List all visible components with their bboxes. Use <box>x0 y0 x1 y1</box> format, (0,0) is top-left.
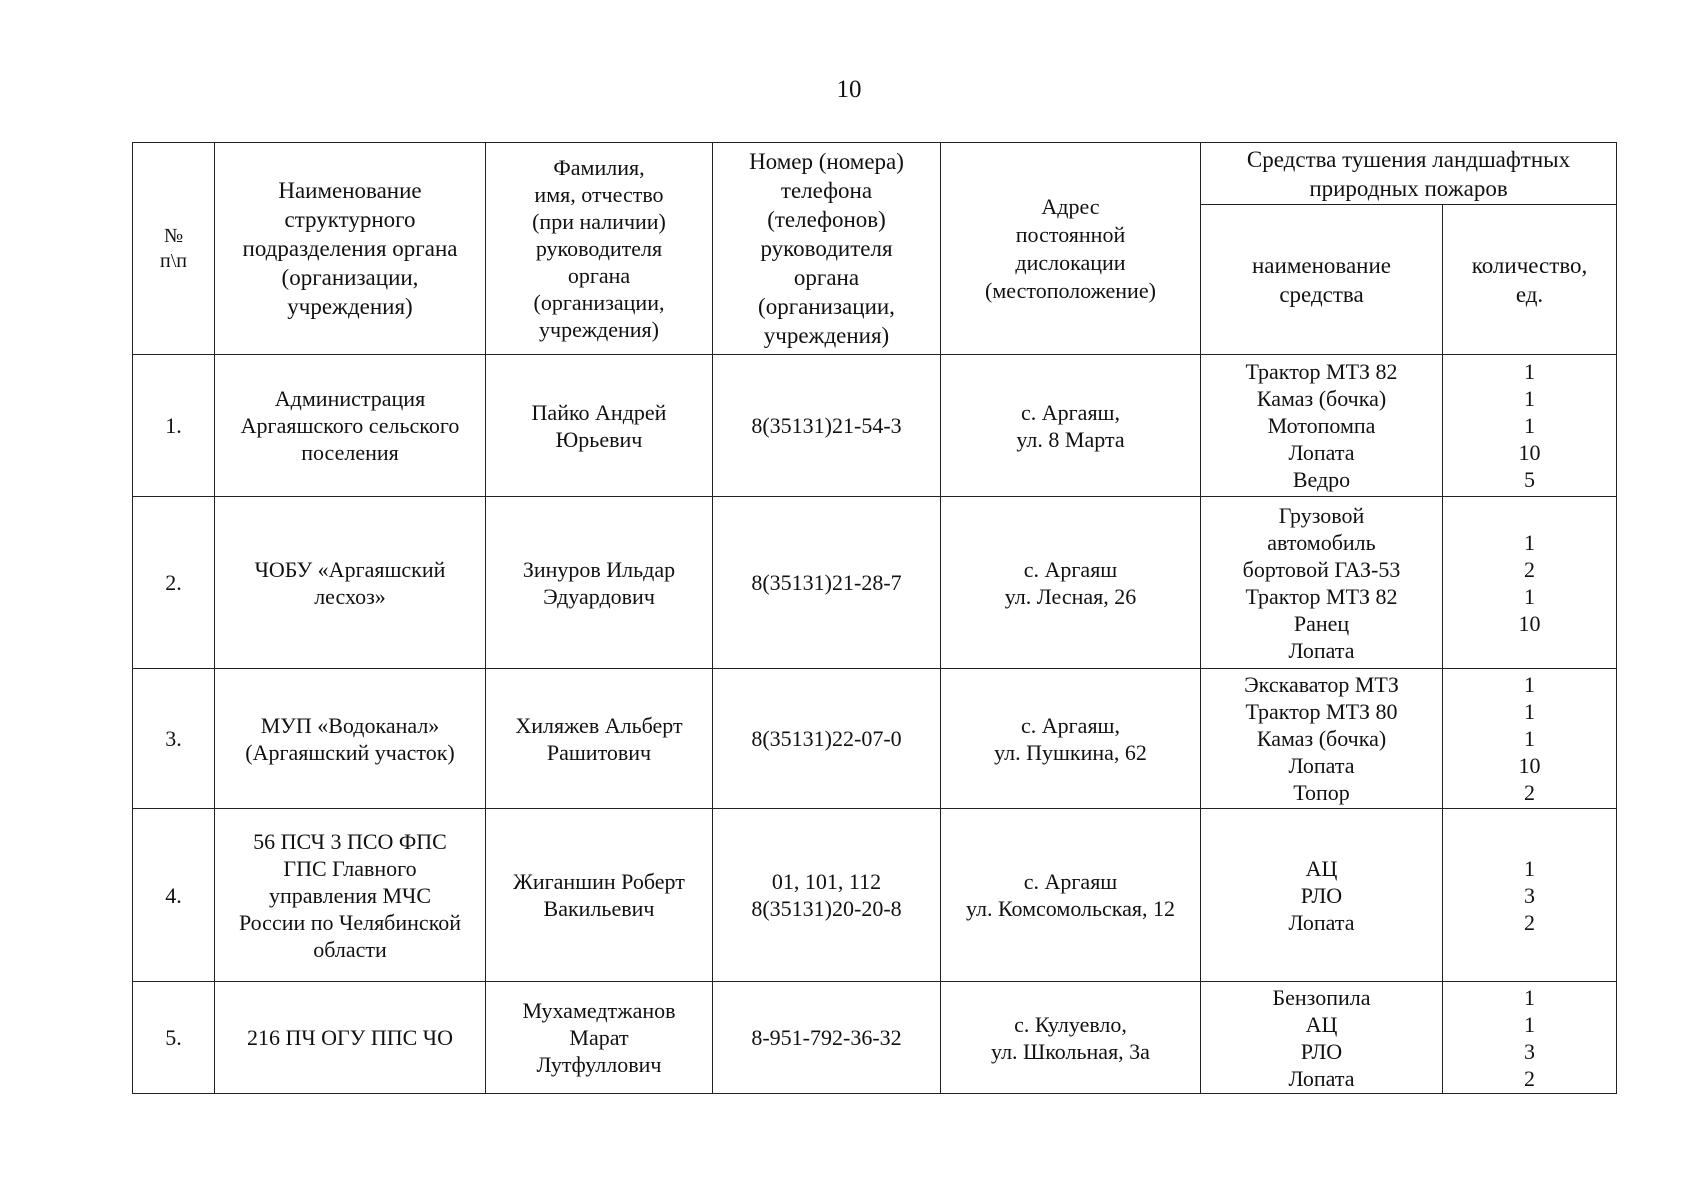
row-phone: 8(35131)21-54-3 <box>713 355 941 497</box>
row-head: Мухамедтжанов Марат Лутфуллович <box>486 982 713 1094</box>
header-phone: Номер (номера) телефона (телефонов) руководителя органа (организации, учреждения) <box>713 143 941 355</box>
row-org: МУП «Водоканал» (Аргаяшский участок) <box>215 669 486 809</box>
table-row <box>133 809 1617 982</box>
table-row <box>133 669 1617 809</box>
row-phone: 8(35131)22-07-0 <box>713 669 941 809</box>
row-head: Жиганшин Роберт Вакильевич <box>486 809 713 982</box>
row-qty: 1 1 1 10 2 <box>1443 669 1617 809</box>
row-num: 1. <box>133 355 215 497</box>
row-address: с. Аргаяш, ул. Пушкина, 62 <box>941 669 1201 809</box>
row-head: Зинуров Ильдар Эдуардович <box>486 497 713 669</box>
row-qty: 1 1 1 10 5 <box>1443 355 1617 497</box>
row-address: с. Аргаяш ул. Лесная, 26 <box>941 497 1201 669</box>
header-org: Наименование структурного подразделения органа (организации, учреждения) <box>215 143 486 355</box>
row-address: с. Аргаяш, ул. 8 Марта <box>941 355 1201 497</box>
row-org: 216 ПЧ ОГУ ППС ЧО <box>215 982 486 1094</box>
row-phone: 8(35131)21-28-7 <box>713 497 941 669</box>
row-address: с. Кулуевло, ул. Школьная, 3а <box>941 982 1201 1094</box>
header-means-qty: количество, ед. <box>1443 205 1617 355</box>
row-means: АЦ РЛО Лопата <box>1201 809 1443 982</box>
row-means: Бензопила АЦ РЛО Лопата <box>1201 982 1443 1094</box>
row-org: ЧОБУ «Аргаяшский лесхоз» <box>215 497 486 669</box>
table-row <box>133 982 1617 1094</box>
header-means-name: наименование средства <box>1201 205 1443 355</box>
row-qty: 1 3 2 <box>1443 809 1617 982</box>
header-address: Адрес постоянной дислокации (местоположение) <box>941 143 1201 355</box>
row-qty: 1 2 1 10 <box>1443 497 1617 669</box>
row-org: Администрация Аргаяшского сельского поселения <box>215 355 486 497</box>
header-num: № п\п <box>133 143 215 355</box>
row-org: 56 ПСЧ 3 ПСО ФПС ГПС Главного управления МЧС России по Челябинской области <box>215 809 486 982</box>
row-num: 3. <box>133 669 215 809</box>
row-phone: 01, 101, 112 8(35131)20-20-8 <box>713 809 941 982</box>
row-means: Экскаватор МТЗ Трактор МТЗ 80 Камаз (бочка) Лопата Топор <box>1201 669 1443 809</box>
header-row-top <box>133 143 1617 205</box>
row-num: 2. <box>133 497 215 669</box>
header-means-group: Средства тушения ландшафтных природных пожаров <box>1201 143 1617 205</box>
row-head: Хиляжев Альберт Рашитович <box>486 669 713 809</box>
row-phone: 8-951-792-36-32 <box>713 982 941 1094</box>
fire-means-table <box>132 142 1617 1094</box>
row-qty: 1 1 3 2 <box>1443 982 1617 1094</box>
page-number: 10 <box>836 76 862 103</box>
row-address: с. Аргаяш ул. Комсомольская, 12 <box>941 809 1201 982</box>
row-num: 5. <box>133 982 215 1094</box>
table-row <box>133 355 1617 497</box>
row-means: Трактор МТЗ 82 Камаз (бочка) Мотопомпа Лопата Ведро <box>1201 355 1443 497</box>
row-head: Пайко Андрей Юрьевич <box>486 355 713 497</box>
row-means: Грузовой автомобиль бортовой ГАЗ-53 Трактор МТЗ 82 Ранец Лопата <box>1201 497 1443 669</box>
table-row <box>133 497 1617 669</box>
header-head: Фамилия, имя, отчество (при наличии) руководителя органа (организации, учреждения) <box>486 143 713 355</box>
row-num: 4. <box>133 809 215 982</box>
